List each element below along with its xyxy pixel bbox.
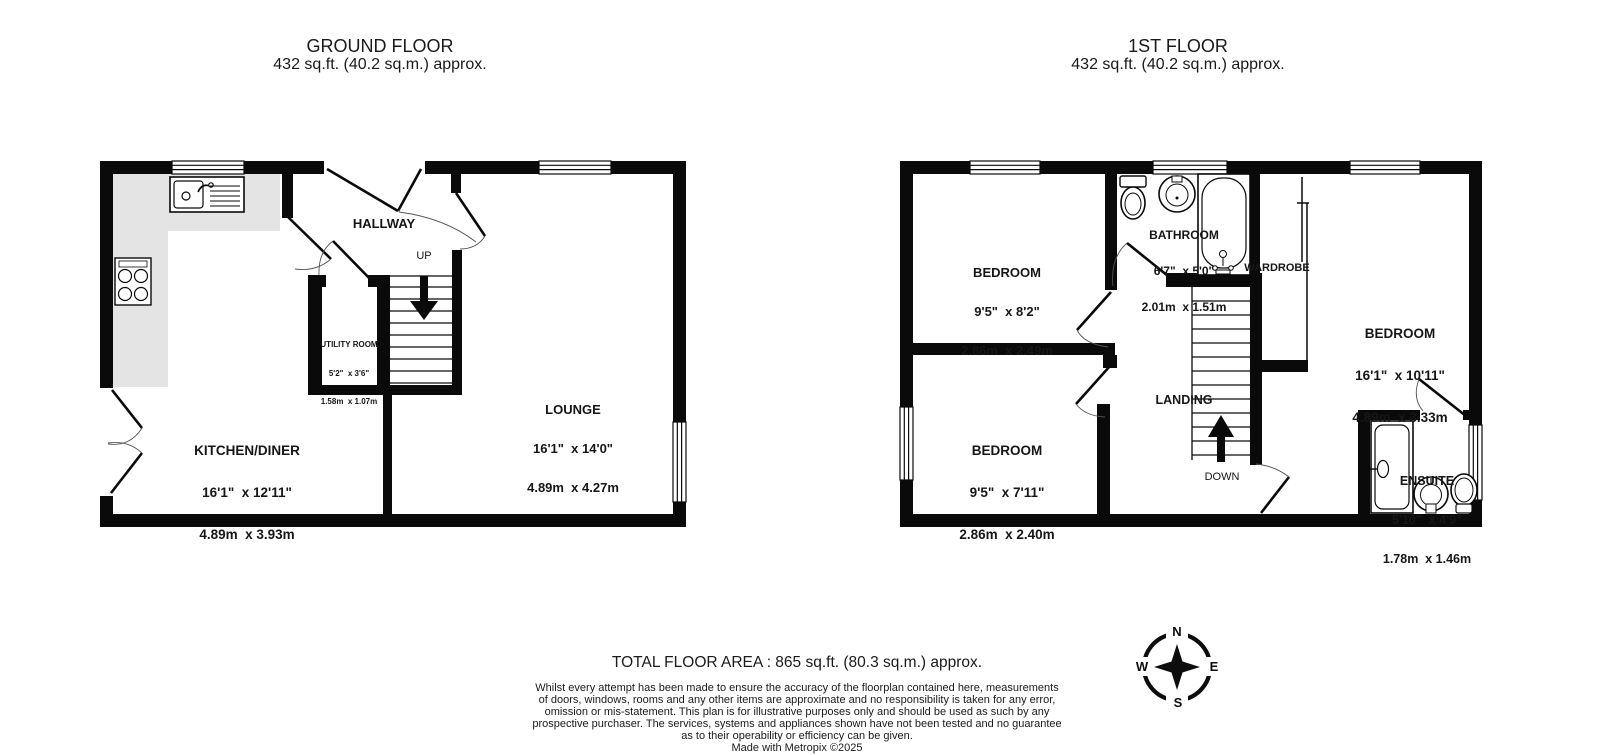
room-label-bedroom-right <box>1352 299 1447 453</box>
room-name: BEDROOM <box>971 443 1043 458</box>
total-floor-area: TOTAL FLOOR AREA : 865 sq.ft. (80.3 sq.m.) approx. <box>611 654 983 671</box>
room-label-bedroom-top-left <box>961 240 1053 383</box>
window-icon <box>970 161 1040 174</box>
room-label-bedroom-bottom-left <box>959 416 1054 570</box>
room-dims-imperial: 16'1" x 10'11" <box>1355 368 1445 383</box>
room-label-hallway: HALLWAY <box>352 216 416 231</box>
disclaimer-line: as to their operability or efficiency can be given. <box>681 730 913 742</box>
compass-east-label: E <box>1209 659 1219 674</box>
ground-floor-area: 432 sq.ft. (40.2 sq.m.) approx. <box>273 56 487 73</box>
room-dims-imperial: 16'1" x 12'11" <box>202 485 292 500</box>
compass-star <box>1154 644 1200 690</box>
room-label-landing: LANDING <box>1155 393 1213 407</box>
room-dims-imperial: 5'10" x 4'9" <box>1392 513 1462 527</box>
room-name: BEDROOM <box>1364 326 1436 341</box>
room-dims-metric: 2.01m x 1.51m <box>1141 300 1227 314</box>
window-icon <box>1153 161 1227 174</box>
room-name: KITCHEN/DINER <box>194 443 300 458</box>
first-floor-area: 432 sq.ft. (40.2 sq.m.) approx. <box>1071 56 1285 73</box>
window-icon <box>673 422 686 502</box>
disclaimer-line: Whilst every attempt has been made to ensure the accuracy of the floorplan contained here, measurements <box>535 682 1059 694</box>
room-label-ensuite <box>1383 449 1471 592</box>
compass-north-label: N <box>1172 624 1182 639</box>
disclaimer-line: omission or mis-statement. This plan is for illustrative purposes only and should be used as such by any <box>544 706 1050 718</box>
credit-line: Made with Metropix ©2025 <box>731 742 863 754</box>
stairs-direction-arrow <box>410 276 438 320</box>
room-name: UTILITY ROOM <box>320 340 378 349</box>
room-dims-imperial: 9'5" x 7'11" <box>969 485 1045 500</box>
room-label-kitchen-diner <box>194 416 300 570</box>
room-dims-metric: 4.89m x 4.27m <box>527 480 619 495</box>
room-name: BEDROOM <box>973 265 1041 280</box>
stairs-down-label: DOWN <box>1204 471 1240 483</box>
room-dims-metric: 2.86m x 2.49m <box>961 343 1053 358</box>
compass-south-label: S <box>1173 695 1183 710</box>
wardrobe-label: WARDROBE <box>1244 262 1310 274</box>
compass-west-label: W <box>1135 659 1149 674</box>
room-dims-imperial: 6'7" x 5'0" <box>1153 264 1215 278</box>
room-label-utility <box>320 321 377 426</box>
room-dims-metric: 4.89m x 3.93m <box>199 527 295 542</box>
room-name: ENSUITE <box>1399 474 1455 488</box>
room-dims-metric: 1.78m x 1.46m <box>1382 552 1472 566</box>
room-name: BATHROOM <box>1149 228 1219 242</box>
room-label-lounge <box>527 377 619 520</box>
disclaimer-line: of doors, windows, rooms and any other items are approximate and no responsibility is taken for any error, <box>538 694 1056 706</box>
window-icon <box>172 161 244 174</box>
hob-icon <box>115 258 151 305</box>
room-dims-imperial: 5'2" x 3'6" <box>328 368 370 378</box>
room-dims-imperial: 9'5" x 8'2" <box>974 304 1040 319</box>
room-dims-metric: 4.89m x 3.33m <box>1352 410 1448 425</box>
window-icon <box>1350 161 1420 174</box>
kitchen-sink-icon <box>170 177 244 212</box>
room-label-bathroom <box>1142 205 1227 337</box>
room-dims-metric: 1.58m x 1.07m <box>320 397 378 406</box>
stairs-up-label: UP <box>416 250 432 262</box>
room-name: LOUNGE <box>545 402 601 417</box>
window-icon <box>539 161 611 174</box>
window-icon <box>900 407 913 480</box>
ground-floor-title: GROUND FLOOR <box>306 36 454 56</box>
room-dims-metric: 2.86m x 2.40m <box>959 527 1055 542</box>
first-floor-title: 1ST FLOOR <box>1128 36 1228 56</box>
room-dims-imperial: 16'1" x 14'0" <box>533 441 613 456</box>
disclaimer-line: prospective purchaser. The services, systems and appliances shown have not been tested and no guarantee <box>532 718 1062 730</box>
